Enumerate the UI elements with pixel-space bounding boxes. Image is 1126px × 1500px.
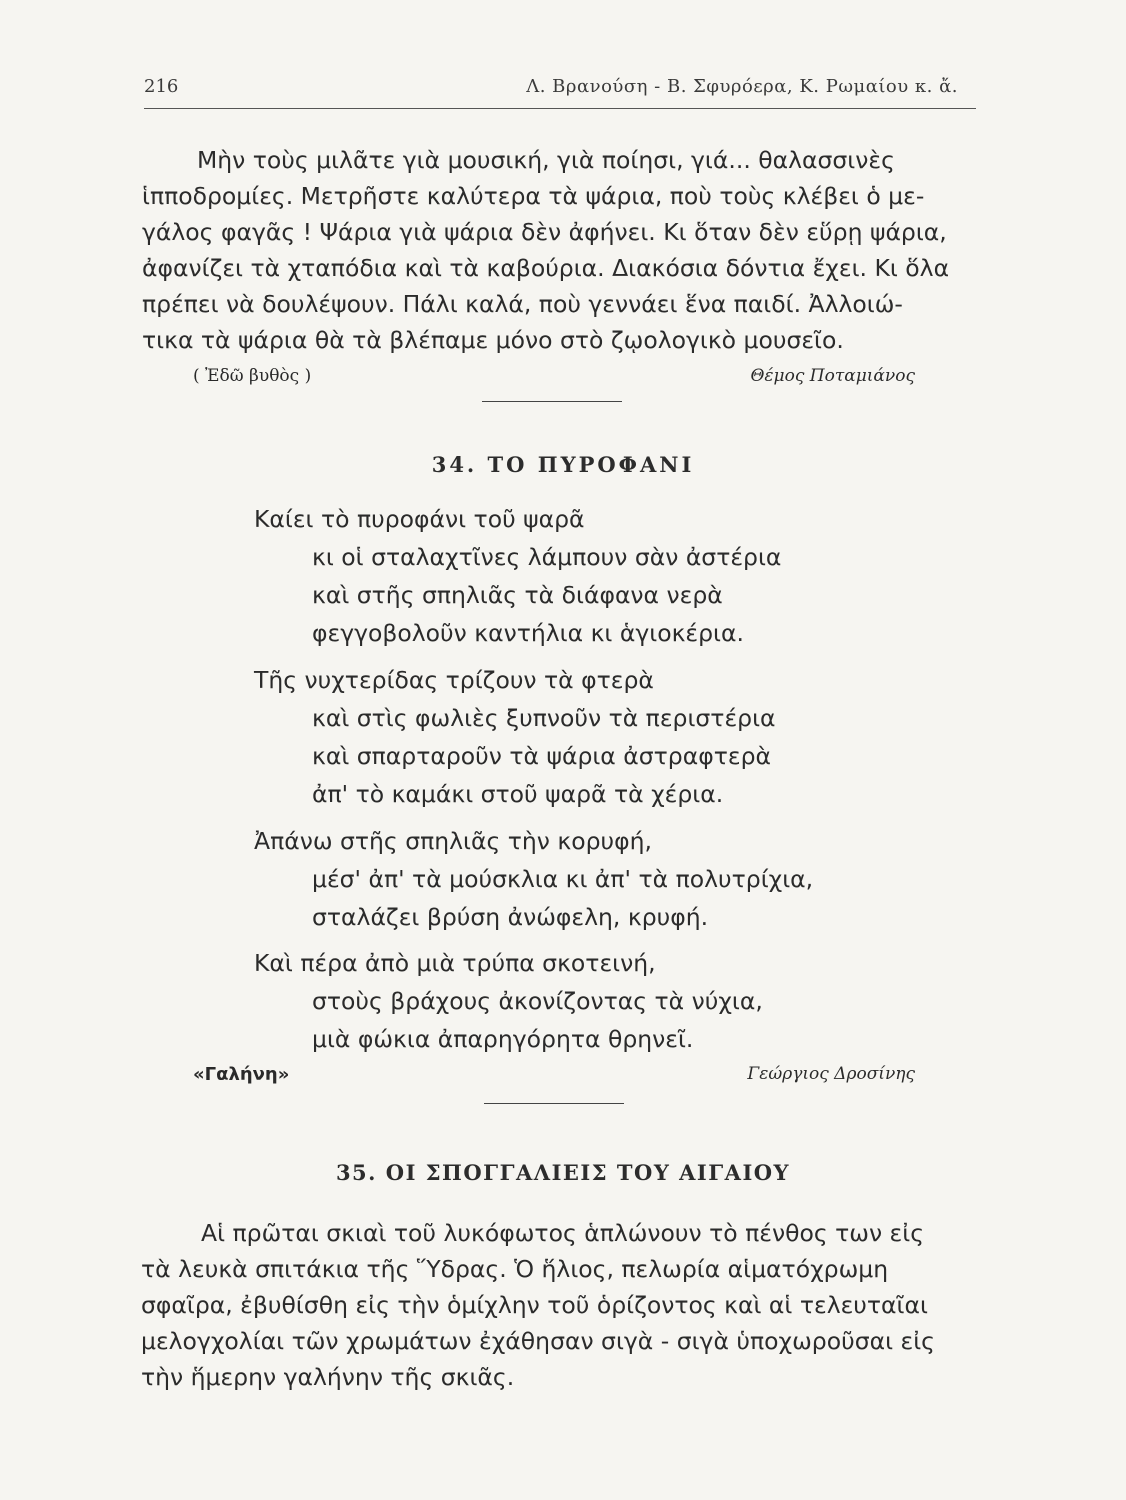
author-name: Γεώργιος Δροσίνης bbox=[747, 1064, 915, 1084]
text-line: ἱπποδρομίες. Μετρῆστε καλύτερα τὰ ψάρια, ποὺ τοὺς κλέβει ὁ με- bbox=[142, 182, 925, 210]
source-title: «Γαλήνη» bbox=[193, 1064, 290, 1085]
attribution-1 bbox=[193, 366, 915, 394]
poem-stanza-4 bbox=[254, 944, 763, 1058]
verse-line: Καίει τὸ πυροφάνι τοῦ ψαρᾶ bbox=[254, 505, 585, 533]
text-line: τὴν ἥμερην γαλήνην τῆς σκιᾶς. bbox=[141, 1363, 515, 1391]
prose-paragraph-1 bbox=[142, 142, 975, 358]
author-name: Θέμος Ποταμιάνος bbox=[750, 366, 915, 386]
text-line: ἀφανίζει τὰ χταπόδια καὶ τὰ καβούρια. Διακόσια δόντια ἔχει. Κι ὅλα bbox=[142, 254, 950, 282]
section-title-35: 35. ΟΙ ΣΠΟΓΓΑΛΙΕΙΣ ΤΟΥ ΑΙΓΑΙΟΥ bbox=[335, 1160, 791, 1185]
page-number: 216 bbox=[144, 76, 179, 97]
text-line: μελογχολίαι τῶν χρωμάτων ἐχάθησαν σιγὰ - σιγὰ ὑποχωροῦσαι εἰς bbox=[141, 1327, 935, 1355]
text-line: τικα τὰ ψάρια θὰ τὰ βλέπαμε μόνο στὸ ζῳολογικὸ μουσεῖο. bbox=[142, 326, 844, 354]
prose-paragraph-2 bbox=[141, 1215, 977, 1395]
verse-line: καὶ στῆς σπηλιᾶς τὰ διάφανα νερὰ bbox=[312, 581, 723, 609]
verse-line: καὶ σπαρταροῦν τὰ ψάρια ἀστραφτερὰ bbox=[312, 742, 771, 770]
source-title: ( Ἐδῶ βυθὸς ) bbox=[193, 366, 312, 386]
text-line: γάλος φαγᾶς ! Ψάρια γιὰ ψάρια δὲν ἀφήνει. Κι ὅταν δὲν εὕρῃ ψάρια, bbox=[142, 218, 947, 246]
poem-stanza-2 bbox=[254, 661, 776, 813]
verse-line: ἀπ' τὸ καμάκι στοῦ ψαρᾶ τὰ χέρια. bbox=[312, 780, 724, 808]
verse-line: φεγγοβολοῦν καντήλια κι ἁγιοκέρια. bbox=[312, 619, 744, 647]
text-line: Μὴν τοὺς μιλᾶτε γιὰ μουσική, γιὰ ποίησι, γιά... θαλασσινὲς bbox=[197, 146, 895, 174]
verse-line: στοὺς βράχους ἀκονίζοντας τὰ νύχια, bbox=[312, 987, 763, 1015]
verse-line: καὶ στὶς φωλιὲς ξυπνοῦν τὰ περιστέρια bbox=[312, 704, 776, 732]
text-line: πρέπει νὰ δουλέψουν. Πάλι καλά, ποὺ γεννάει ἕνα παιδί. Ἀλλοιώ- bbox=[142, 290, 903, 318]
verse-line: σταλάζει βρύση ἀνώφελη, κρυφή. bbox=[312, 903, 709, 931]
section-title-34: 34. ΤΟ ΠΥΡΟΦΑΝΙ bbox=[431, 452, 695, 477]
page-header bbox=[144, 74, 976, 109]
section-divider bbox=[482, 401, 622, 402]
verse-line: μέσ' ἀπ' τὰ μούσκλια κι ἀπ' τὰ πολυτρίχια, bbox=[312, 865, 814, 893]
verse-line: Καὶ πέρα ἀπὸ μιὰ τρύπα σκοτεινή, bbox=[254, 949, 656, 977]
running-title: Λ. Βρανούση - Β. Σφυρόερα, Κ. Ρωμαίου κ. ἄ. bbox=[526, 76, 958, 97]
verse-line: μιὰ φώκια ἀπαρηγόρητα θρηνεῖ. bbox=[312, 1025, 694, 1053]
text-line: τὰ λευκὰ σπιτάκια τῆς Ὕδρας. Ὁ ἥλιος, πελωρία αἱματόχρωμη bbox=[141, 1255, 889, 1283]
section-divider bbox=[484, 1103, 624, 1104]
verse-line: Τῆς νυχτερίδας τρίζουν τὰ φτερὰ bbox=[254, 666, 654, 694]
attribution-2 bbox=[193, 1064, 915, 1092]
poem-stanza-1 bbox=[254, 500, 781, 652]
text-line: σφαῖρα, ἐβυθίσθη εἰς τὴν ὁμίχλην τοῦ ὁρίζοντος καὶ αἱ τελευταῖαι bbox=[141, 1291, 928, 1319]
poem-stanza-3 bbox=[254, 822, 813, 936]
verse-line: κι οἱ σταλαχτῖνες λάμπουν σὰν ἀστέρια bbox=[312, 543, 782, 571]
verse-line: Ἀπάνω στῆς σπηλιᾶς τὴν κορυφή, bbox=[254, 827, 652, 855]
text-line: Αἱ πρῶται σκιαὶ τοῦ λυκόφωτος ἁπλώνουν τὸ πένθος των εἰς bbox=[201, 1219, 924, 1247]
